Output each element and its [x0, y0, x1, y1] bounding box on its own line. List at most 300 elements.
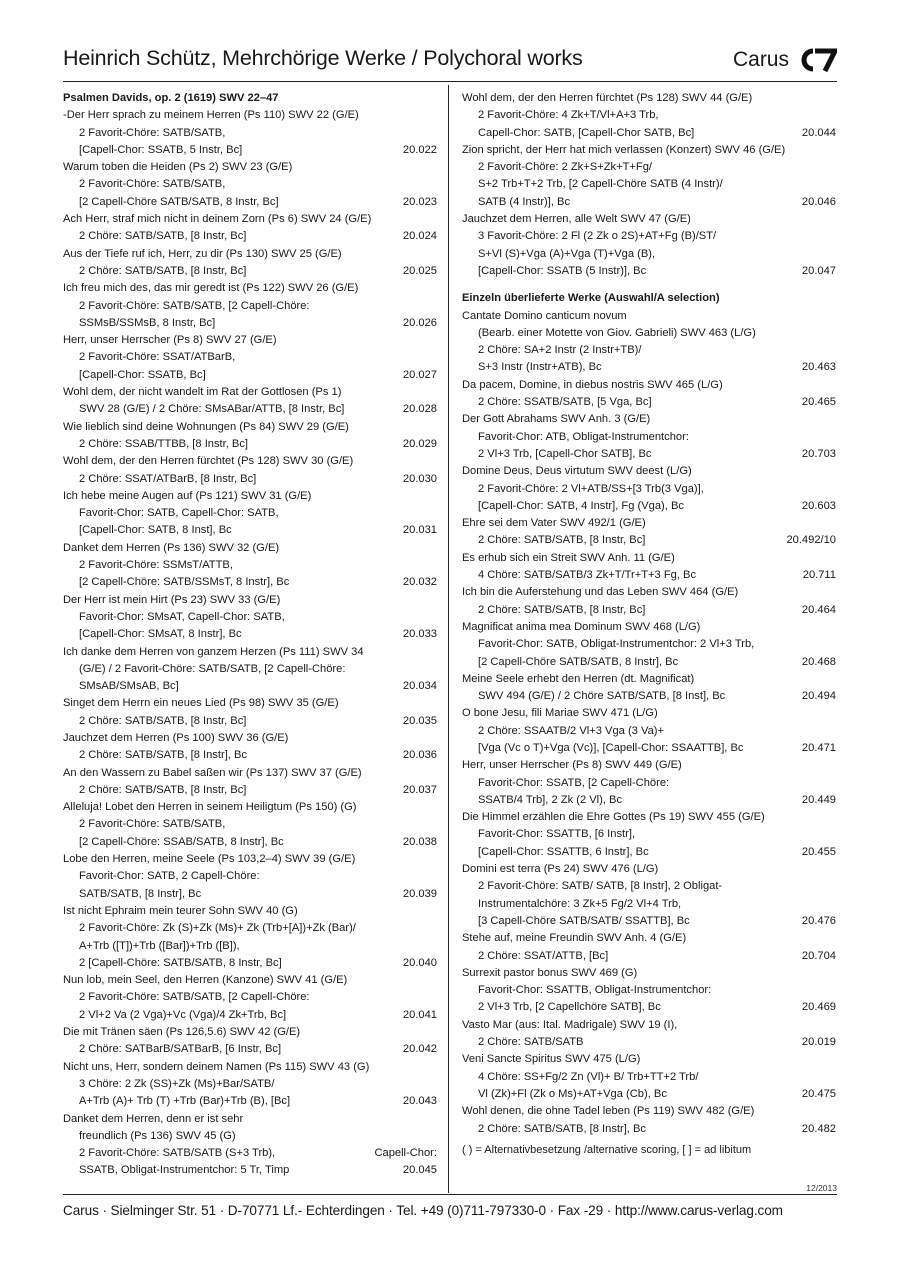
entry-text: S+Vl (S)+Vga (A)+Vga (T)+Vga (B),	[478, 247, 656, 260]
catalog-number: 20.038	[402, 835, 437, 848]
entry-text: Favorit-Chor: SATB, Capell-Chor: SATB,	[79, 507, 279, 520]
entry-text: Meine Seele erhebt den Herren (dt. Magnificat)	[462, 672, 695, 685]
entry-text: Nicht uns, Herr, sondern deinem Namen (Ps 115) SWV 43 (G)	[63, 1060, 370, 1073]
entry-text: Psalmen Davids, op. 2 (1619) SWV 22–47	[63, 92, 279, 104]
work-detail-line	[462, 826, 836, 843]
entry-text: 2 Chöre: SATB/SATB, [8 Instr, Bc]	[79, 714, 247, 727]
catalog-number: 20.036	[402, 749, 437, 762]
legend-note: ( ) = Alternativbesetzung /alternative scoring, [ ] = ad libitum	[462, 1143, 752, 1156]
work-detail-line	[462, 948, 836, 965]
catalog-number: 20.047	[801, 264, 836, 277]
entry-text: 2 Favorit-Chöre: 2 Zk+S+Zk+T+Fg/	[478, 161, 652, 174]
entry-text: Die mit Tränen säen (Ps 126,5.6) SWV 42 (G/E)	[63, 1026, 301, 1039]
catalog-number: 20.027	[402, 368, 437, 381]
section-gap	[462, 280, 836, 290]
work-title-line	[63, 851, 437, 868]
work-title-line	[462, 1017, 836, 1034]
entry-text: 4 Chöre: SS+Fg/2 Zn (Vl)+ B/ Trb+TT+2 Trb/	[478, 1070, 699, 1083]
section-heading	[462, 290, 836, 307]
work-detail-line	[63, 1093, 437, 1110]
catalog-number: 20.465	[801, 396, 836, 409]
work-title-line	[63, 246, 437, 263]
work-detail-line	[63, 471, 437, 488]
entry-text: [Capell-Chor: SSATTB, 6 Instr], Bc	[478, 845, 649, 858]
catalog-number: 20.041	[402, 1008, 437, 1021]
work-title-line	[462, 965, 836, 982]
catalog-number: 20.024	[402, 230, 437, 243]
entry-text: 2 Favorit-Chöre: SATB/SATB, [2 Capell-Chöre:	[79, 991, 310, 1004]
entry-text: 2 Vl+2 Va (2 Vga)+Vc (Vga)/4 Zk+Trb, Bc]	[79, 1008, 287, 1021]
catalog-number: 20.040	[402, 956, 437, 969]
entry-text: Der Gott Abrahams SWV Anh. 3 (G/E)	[462, 413, 651, 426]
right-column	[462, 90, 836, 1159]
entry-text: Ist nicht Ephraim mein teurer Sohn SWV 40 (G)	[63, 904, 298, 917]
entry-text: [Capell-Chor: SSATB (5 Instr)], Bc	[478, 264, 647, 277]
entry-text: Domini est terra (Ps 24) SWV 476 (L/G)	[462, 863, 659, 876]
publisher-footer: Carus · Sielminger Str. 51 · D-70771 Lf.- Echterdingen · Tel. +49 (0)711-797330-0 · Fax -29 · http://www.carus-verlag.com	[63, 1203, 783, 1218]
work-title-line	[462, 757, 836, 774]
work-detail-line	[63, 626, 437, 643]
catalog-number: 20.449	[801, 793, 836, 806]
entry-text: -Der Herr sprach zu meinem Herren (Ps 110) SWV 22 (G/E)	[63, 109, 359, 122]
work-detail-line	[63, 1007, 437, 1024]
entry-text: Veni Sancte Spiritus SWV 475 (L/G)	[462, 1053, 641, 1066]
entry-text: (Bearb. einer Motette von Giov. Gabrieli) SWV 463 (L/G)	[478, 326, 756, 339]
entry-text: 2 Chöre: SATB/SATB, [8 Instr, Bc]	[79, 230, 247, 243]
catalog-number: 20.030	[402, 472, 437, 485]
entry-text: 2 Favorit-Chöre: SATB/SATB, [2 Capell-Chöre:	[79, 299, 310, 312]
carus-logo-icon	[795, 47, 837, 73]
work-detail-line	[63, 436, 437, 453]
work-title-line	[462, 90, 836, 107]
entry-text: 3 Chöre: 2 Zk (SS)+Zk (Ms)+Bar/SATB/	[79, 1077, 275, 1090]
entry-text: 2 Chöre: SATB/SATB, [8 Instr, Bc]	[79, 783, 247, 796]
work-detail-line	[462, 359, 836, 376]
entry-text: 2 Favorit-Chöre: SATB/SATB,	[79, 126, 226, 139]
work-detail-line	[63, 1162, 437, 1179]
work-detail-line	[462, 602, 836, 619]
entry-text: [2 Capell-Chöre: SATB/SSMsT, 8 Instr], Bc	[79, 576, 290, 589]
entry-text: Vl (Zk)+Fl (Zk o Ms)+AT+Vga (Cb), Bc	[478, 1087, 667, 1100]
entry-text: Danket dem Herren, denn er ist sehr	[63, 1112, 244, 1125]
work-detail-line	[63, 401, 437, 418]
entry-text: [Capell-Chor: SATB, 8 Inst], Bc	[79, 524, 232, 537]
entry-text: Danket dem Herren (Ps 136) SWV 32 (G/E)	[63, 541, 280, 554]
work-detail-line	[63, 125, 437, 142]
entry-text: Wohl dem, der den Herren fürchtet (Ps 128) SWV 30 (G/E)	[63, 455, 354, 468]
entry-text: [2 Capell-Chöre SATB/SATB, 8 Instr], Bc	[478, 655, 679, 668]
entry-text: Alleluja! Lobet den Herren in seinem Heiligtum (Ps 150) (G)	[63, 801, 357, 814]
entry-text: Vasto Mar (aus: Ital. Madrigale) SWV 19 (I),	[462, 1018, 678, 1031]
entry-text: SWV 28 (G/E) / 2 Chöre: SMsABar/ATTB, [8 Instr, Bc]	[79, 403, 345, 416]
entry-text: [Capell-Chor: SSATB, Bc]	[79, 368, 206, 381]
entry-text: An den Wassern zu Babel saßen wir (Ps 137) SWV 37 (G/E)	[63, 766, 362, 779]
entry-text: 2 Chöre: SSAB/TTBB, [8 Instr, Bc]	[79, 437, 249, 450]
page-header	[63, 44, 837, 78]
catalog-number: 20.039	[402, 887, 437, 900]
entry-text: Herr, unser Herrscher (Ps 8) SWV 27 (G/E)	[63, 334, 277, 347]
work-detail-line	[462, 844, 836, 861]
catalog-number: 20.455	[801, 845, 836, 858]
entry-text: 2 Vl+3 Trb, [Capell-Chor SATB], Bc	[478, 447, 652, 460]
work-title-line	[462, 619, 836, 636]
entry-text: Aus der Tiefe ruf ich, Herr, zu dir (Ps 130) SWV 25 (G/E)	[63, 247, 342, 260]
left-column	[63, 90, 437, 1180]
work-detail-line	[63, 298, 437, 315]
entry-text: Nun lob, mein Seel, den Herren (Kanzone) SWV 41 (G/E)	[63, 974, 348, 987]
entry-text: 2 Chöre: SSAT/ATBarB, [8 Instr, Bc]	[79, 472, 257, 485]
entry-text: 2 Chöre: SA+2 Instr (2 Instr+TB)/	[478, 344, 642, 357]
catalog-number: 20.034	[402, 680, 437, 693]
catalog-number: 20.471	[801, 741, 836, 754]
work-detail-line	[462, 394, 836, 411]
entry-text: 2 Favorit-Chöre: Zk (S)+Zk (Ms)+ Zk (Trb+[A])+Zk (Bar)/	[79, 922, 356, 935]
work-detail-line	[63, 367, 437, 384]
catalog-number: 20.492/10	[786, 534, 836, 547]
work-detail-line	[462, 125, 836, 142]
work-title-line	[462, 515, 836, 532]
work-detail-line	[462, 159, 836, 176]
work-title-line	[462, 377, 836, 394]
work-title-line	[63, 540, 437, 557]
work-detail-line	[462, 878, 836, 895]
work-title-line	[462, 1103, 836, 1120]
work-detail-line	[462, 999, 836, 1016]
entry-text: 2 Favorit-Chöre: SSMsT/ATTB,	[79, 559, 233, 572]
work-detail-line	[63, 557, 437, 574]
work-title-line	[63, 765, 437, 782]
work-detail-line	[462, 723, 836, 740]
work-title-line	[462, 930, 836, 947]
work-title-line	[63, 107, 437, 124]
entry-text: SATB/SATB, [8 Instr], Bc	[79, 887, 202, 900]
entry-text: Cantate Domino canticum novum	[462, 309, 627, 322]
work-detail-line	[63, 176, 437, 193]
work-detail-line	[63, 194, 437, 211]
entry-text: [Vga (Vc o T)+Vga (Vc)], [Capell-Chor: SSAATTB], Bc	[478, 741, 744, 754]
work-detail-line	[462, 913, 836, 930]
work-detail-line	[462, 325, 836, 342]
work-detail-line	[462, 342, 836, 359]
entry-text: Favorit-Chor: SMsAT, Capell-Chor: SATB,	[79, 610, 285, 623]
entry-text: Ich freu mich des, das mir geredt ist (Ps 122) SWV 26 (G/E)	[63, 282, 359, 295]
catalog-number: 20.711	[802, 569, 836, 582]
work-detail-line	[63, 609, 437, 626]
entry-text: 2 [Capell-Chöre: SATB/SATB, 8 Instr, Bc]	[79, 956, 282, 969]
work-detail-line	[462, 636, 836, 653]
catalog-number: 20.468	[801, 655, 836, 668]
work-detail-line	[63, 349, 437, 366]
entry-text: S+2 Trb+T+2 Trb, [2 Capell-Chöre SATB (4 Instr)/	[478, 178, 723, 191]
entry-text: 2 Favorit-Chöre: SATB/SATB,	[79, 178, 226, 191]
brand-name: Carus	[732, 48, 789, 71]
catalog-number: 20.025	[402, 264, 437, 277]
work-detail-line	[462, 176, 836, 193]
header-rule	[63, 81, 837, 82]
entry-text: Singet dem Herrn ein neues Lied (Ps 98) SWV 35 (G/E)	[63, 697, 339, 710]
entry-text: Ich bin die Auferstehung und das Leben SWV 464 (G/E)	[462, 586, 739, 599]
work-title-line	[63, 799, 437, 816]
work-detail-line	[63, 142, 437, 159]
work-title-line	[63, 695, 437, 712]
work-title-line	[462, 308, 836, 325]
work-detail-line	[462, 1034, 836, 1051]
work-detail-line	[63, 522, 437, 539]
work-detail-line	[63, 868, 437, 885]
catalog-number: 20.476	[801, 914, 836, 927]
catalog-number: 20.463	[801, 361, 836, 374]
entry-text: 2 Chöre: SATBarB/SATBarB, [6 Instr, Bc]	[79, 1043, 282, 1056]
entry-text: SSATB/4 Trb], 2 Zk (2 Vl), Bc	[478, 793, 623, 806]
work-detail-line	[462, 567, 836, 584]
work-detail-line	[63, 920, 437, 937]
work-title-line	[63, 730, 437, 747]
work-detail-line	[63, 1076, 437, 1093]
work-detail-line	[63, 816, 437, 833]
catalog-number: 20.469	[801, 1001, 836, 1014]
work-detail-line	[63, 661, 437, 678]
work-detail-line	[462, 1121, 836, 1138]
entry-text: Instrumentalchöre: 3 Zk+5 Fg/2 Vl+4 Trb,	[478, 897, 682, 910]
work-title-line	[462, 671, 836, 688]
work-detail-line	[462, 775, 836, 792]
work-title-line	[462, 411, 836, 428]
entry-text: [3 Capell-Chöre SATB/SATB/ SSATTB], Bc	[478, 914, 690, 927]
entry-text: Warum toben die Heiden (Ps 2) SWV 23 (G/E)	[63, 161, 293, 174]
catalog-number: 20.019	[801, 1036, 836, 1049]
work-title-line	[63, 453, 437, 470]
work-detail-line	[63, 1145, 437, 1162]
entry-text: Herr, unser Herrscher (Ps 8) SWV 449 (G/E)	[462, 759, 682, 772]
entry-text: Wohl dem, der den Herren fürchtet (Ps 128) SWV 44 (G/E)	[462, 92, 753, 104]
section-heading	[63, 90, 437, 107]
work-detail-line	[462, 246, 836, 263]
work-detail-line	[63, 782, 437, 799]
page-title: Heinrich Schütz, Mehrchörige Werke / Polychoral works	[63, 46, 583, 70]
entry-text: 3 Favorit-Chöre: 2 Fl (2 Zk o 2S)+AT+Fg (B)/ST/	[478, 230, 717, 243]
catalog-number: 20.035	[402, 714, 437, 727]
work-title-line	[63, 903, 437, 920]
entry-text: 2 Chöre: SSAT/ATTB, [Bc]	[478, 949, 609, 962]
entry-text: 2 Chöre: SATB/SATB	[478, 1036, 584, 1049]
work-detail-line	[462, 1069, 836, 1086]
work-detail-line	[63, 505, 437, 522]
work-detail-line	[462, 446, 836, 463]
work-detail-line	[63, 834, 437, 851]
work-detail-line	[462, 263, 836, 280]
work-detail-line	[462, 740, 836, 757]
work-detail-line	[63, 955, 437, 972]
catalog-number: 20.464	[801, 603, 836, 616]
work-title-line	[462, 584, 836, 601]
work-title-line	[63, 488, 437, 505]
entry-text: 2 Favorit-Chöre: SATB/ SATB, [8 Instr], 2 Obligat-	[478, 880, 723, 893]
work-detail-line	[63, 678, 437, 695]
work-detail-line	[63, 315, 437, 332]
work-detail-line	[63, 1041, 437, 1058]
work-title-line	[63, 644, 437, 661]
entry-text: SSATB, Obligat-Instrumentchor: 5 Tr, Timp	[79, 1164, 290, 1177]
entry-text: Capell-Chor: SATB, [Capell-Chor SATB, Bc]	[478, 126, 695, 139]
entry-text: O bone Jesu, fili Mariae SWV 471 (L/G)	[462, 707, 658, 720]
catalog-number: 20.028	[402, 403, 437, 416]
work-detail-line	[462, 107, 836, 124]
catalog-number: 20.022	[402, 143, 437, 156]
work-detail-line	[63, 574, 437, 591]
entry-text: Da pacem, Domine, in diebus nostris SWV 465 (L/G)	[462, 378, 723, 391]
work-detail-line	[462, 228, 836, 245]
work-detail-line	[462, 498, 836, 515]
work-detail-line	[462, 654, 836, 671]
entry-text: Die Himmel erzählen die Ehre Gottes (Ps 19) SWV 455 (G/E)	[462, 811, 765, 824]
entry-text: [Capell-Chor: SATB, 4 Instr], Fg (Vga), Bc	[478, 499, 684, 512]
work-detail-line	[462, 429, 836, 446]
work-detail-line	[63, 989, 437, 1006]
entry-text: Es erhub sich ein Streit SWV Anh. 11 (G/E)	[462, 551, 675, 564]
footer-rule	[63, 1194, 837, 1195]
entry-text: Favorit-Chor: ATB, Obligat-Instrumentchor:	[478, 430, 689, 443]
entry-text: Favorit-Chor: SATB, Obligat-Instrumentchor: 2 Vl+3 Trb,	[478, 638, 755, 651]
entry-text: Favorit-Chor: SSATB, [2 Capell-Chöre:	[478, 776, 670, 789]
entry-text: A+Trb ([T])+Trb ([Bar])+Trb ([B]),	[79, 939, 240, 952]
work-detail-line	[462, 481, 836, 498]
work-title-line	[462, 861, 836, 878]
work-title-line	[462, 1051, 836, 1068]
catalog-number: 20.494	[801, 690, 836, 703]
entry-text: Ach Herr, straf mich nicht in deinem Zorn (Ps 6) SWV 24 (G/E)	[63, 213, 372, 226]
work-detail-line	[63, 228, 437, 245]
entry-text: (G/E) / 2 Favorit-Chöre: SATB/SATB, [2 Capell-Chöre:	[79, 662, 346, 675]
work-detail-line	[462, 688, 836, 705]
entry-text: Wohl dem, der nicht wandelt im Rat der Gottlosen (Ps 1)	[63, 386, 342, 399]
catalog-number: 20.482	[801, 1122, 836, 1135]
catalog-number: 20.603	[801, 499, 836, 512]
entry-text: Lobe den Herren, meine Seele (Ps 103,2–4) SWV 39 (G/E)	[63, 853, 356, 866]
entry-text: Magnificat anima mea Dominum SWV 468 (L/G)	[462, 620, 701, 633]
work-title-line	[63, 1059, 437, 1076]
entry-text: [Capell-Chor: SMsAT, 8 Instr], Bc	[79, 628, 242, 641]
entry-text: 2 Favorit-Chöre: 2 Vl+ATB/SS+[3 Trb(3 Vga)],	[478, 482, 704, 495]
entry-text: [Capell-Chor: SSATB, 5 Instr, Bc]	[79, 143, 243, 156]
work-title-line	[63, 384, 437, 401]
entry-text: Favorit-Chor: SSATTB, [6 Instr],	[478, 828, 636, 841]
edition-date: 12/2013	[806, 1183, 837, 1193]
work-detail-line	[63, 263, 437, 280]
entry-text: Einzeln überlieferte Werke (Auswahl/A selection)	[462, 292, 720, 305]
entry-text: 4 Chöre: SATB/SATB/3 Zk+T/Tr+T+3 Fg, Bc	[478, 569, 697, 582]
entry-text: 2 Chöre: SATB/SATB, [8 Instr, Bc]	[79, 264, 247, 277]
work-title-line	[462, 809, 836, 826]
entry-text: Favorit-Chor: SSATTB, Obligat-Instrumentchor:	[478, 984, 712, 997]
entry-text: 2 Chöre: SATB/SATB, [8 Instr], Bc	[478, 1122, 646, 1135]
catalog-number: 20.045	[402, 1164, 437, 1177]
catalog-number: Capell-Chor:	[374, 1147, 437, 1160]
catalog-number: 20.037	[402, 783, 437, 796]
work-title-line	[462, 550, 836, 567]
work-title-line	[63, 211, 437, 228]
work-title-line	[63, 419, 437, 436]
entry-text: 2 Favorit-Chöre: SATB/SATB,	[79, 818, 226, 831]
catalog-number: 20.043	[402, 1095, 437, 1108]
entry-text: 2 Chöre: SATB/SATB, [8 Instr, Bc]	[478, 534, 646, 547]
catalog-number: 20.475	[801, 1087, 836, 1100]
catalog-number: 20.704	[801, 949, 836, 962]
work-detail-line	[462, 896, 836, 913]
catalog-number: 20.029	[402, 437, 437, 450]
work-detail-line	[462, 792, 836, 809]
work-title-line	[462, 463, 836, 480]
work-title-line	[63, 280, 437, 297]
catalog-number: 20.042	[402, 1043, 437, 1056]
entry-text: Jauchzet dem Herren, alle Welt SWV 47 (G/E)	[462, 213, 691, 226]
entry-text: Der Herr ist mein Hirt (Ps 23) SWV 33 (G/E)	[63, 593, 281, 606]
work-title-line	[63, 972, 437, 989]
work-title-line	[63, 332, 437, 349]
entry-text: SATB (4 Instr)], Bc	[478, 195, 571, 208]
catalog-number: 20.026	[402, 316, 437, 329]
work-title-line	[462, 211, 836, 228]
catalog-number: 20.032	[402, 576, 437, 589]
entry-text: [2 Capell-Chöre SATB/SATB, 8 Instr, Bc]	[79, 195, 279, 208]
catalog-number: 20.703	[801, 447, 836, 460]
entry-text: Ehre sei dem Vater SWV 492/1 (G/E)	[462, 517, 646, 530]
work-detail-line	[63, 938, 437, 955]
entry-text: Wie lieblich sind deine Wohnungen (Ps 84) SWV 29 (G/E)	[63, 420, 349, 433]
work-title-line	[462, 142, 836, 159]
entry-text: freundlich (Ps 136) SWV 45 (G)	[79, 1129, 236, 1142]
entry-text: Surrexit pastor bonus SWV 469 (G)	[462, 966, 638, 979]
entry-text: 2 Chöre: SATB/SATB, [8 Instr], Bc	[79, 749, 247, 762]
entry-text: Ich hebe meine Augen auf (Ps 121) SWV 31 (G/E)	[63, 489, 312, 502]
entry-text: 2 Chöre: SSAATB/2 Vl+3 Vga (3 Va)+	[478, 724, 664, 737]
entry-text: SWV 494 (G/E) / 2 Chöre SATB/SATB, [8 Inst], Bc	[478, 690, 726, 703]
work-title-line	[63, 1024, 437, 1041]
work-detail-line	[462, 532, 836, 549]
catalog-number: 20.033	[402, 628, 437, 641]
entry-text: SMsAB/SMsAB, Bc]	[79, 680, 179, 693]
work-title-line	[63, 1111, 437, 1128]
entry-text: Favorit-Chor: SATB, 2 Capell-Chöre:	[79, 870, 260, 883]
entry-text: 2 Favorit-Chöre: SATB/SATB (S+3 Trb),	[79, 1147, 276, 1160]
entry-text: Jauchzet dem Herren (Ps 100) SWV 36 (G/E)	[63, 731, 289, 744]
work-detail-line	[462, 194, 836, 211]
entry-text: A+Trb (A)+ Trb (T) +Trb (Bar)+Trb (B), [Bc]	[79, 1095, 291, 1108]
catalog-number: 20.044	[801, 126, 836, 139]
entry-text: S+3 Instr (Instr+ATB), Bc	[478, 361, 602, 374]
entry-text: 2 Vl+3 Trb, [2 Capellchöre SATB], Bc	[478, 1001, 661, 1014]
catalog-number: 20.031	[402, 524, 437, 537]
work-detail-line	[63, 886, 437, 903]
entry-text: 2 Chöre: SSATB/SATB, [5 Vga, Bc]	[478, 396, 652, 409]
work-detail-line	[462, 1086, 836, 1103]
column-divider	[448, 85, 449, 1193]
work-detail-line	[63, 713, 437, 730]
work-detail-line	[63, 747, 437, 764]
entry-text: Wohl denen, die ohne Tadel leben (Ps 119) SWV 482 (G/E)	[462, 1105, 755, 1118]
work-title-line	[63, 592, 437, 609]
entry-text: SSMsB/SSMsB, 8 Instr, Bc]	[79, 316, 216, 329]
work-title-line	[63, 159, 437, 176]
entry-text: 2 Favorit-Chöre: SSAT/ATBarB,	[79, 351, 236, 364]
entry-text: 2 Favorit-Chöre: 4 Zk+T/Vl+A+3 Trb,	[478, 109, 659, 122]
entry-text: Stehe auf, meine Freundin SWV Anh. 4 (G/E)	[462, 932, 687, 945]
entry-text: Zion spricht, der Herr hat mich verlassen (Konzert) SWV 46 (G/E)	[462, 143, 786, 156]
entry-text: Ich danke dem Herren von ganzem Herzen (Ps 111) SWV 34	[63, 645, 364, 658]
work-detail-line	[63, 1128, 437, 1145]
entry-text: 2 Chöre: SATB/SATB, [8 Instr, Bc]	[478, 603, 646, 616]
entry-text: [2 Capell-Chöre: SSAB/SATB, 8 Instr], Bc	[79, 835, 284, 848]
work-detail-line	[462, 982, 836, 999]
